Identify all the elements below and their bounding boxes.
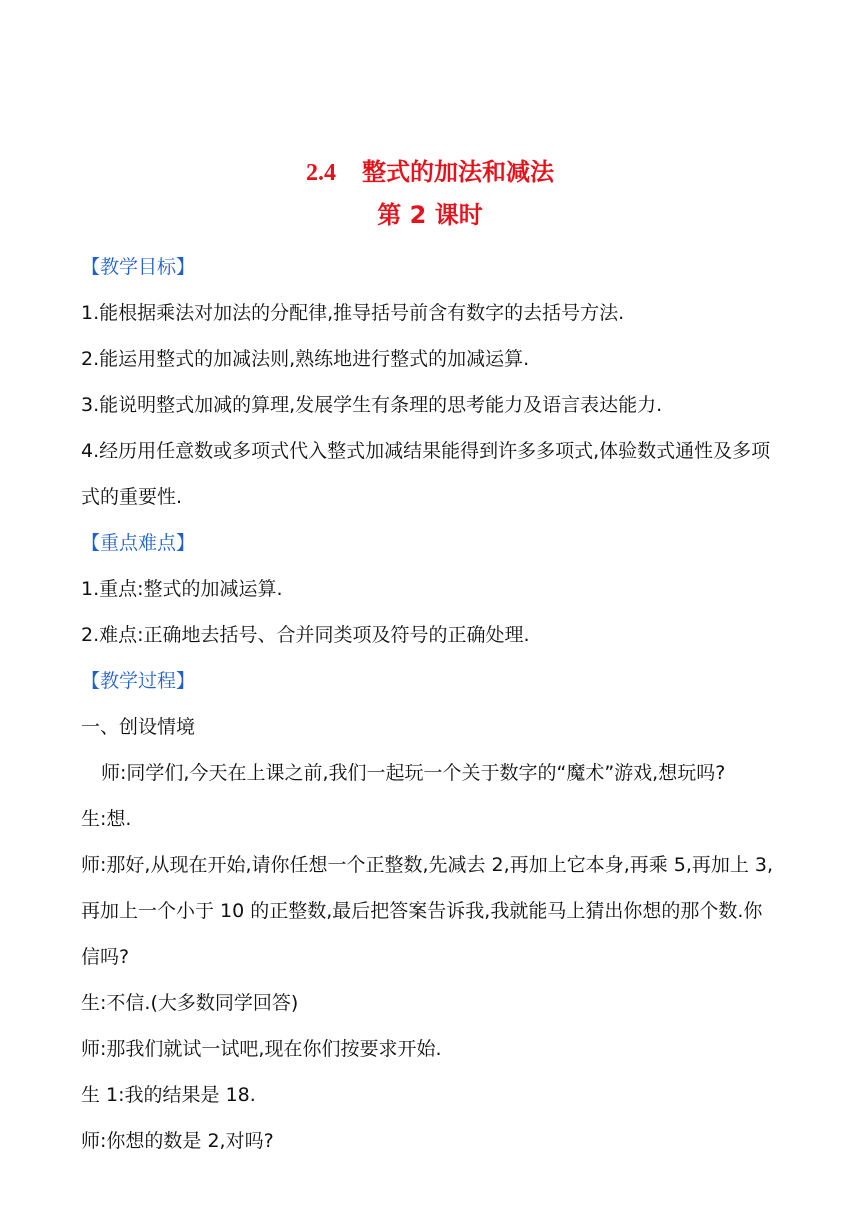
objective-item-4: 4.经历用任意数或多项式代入整式加减结果能得到许多多项式,体验数式通性及多项式的重要性.: [81, 440, 771, 508]
objective-item-1: 1.能根据乘法对加法的分配律,推导括号前含有数字的去括号方法.: [81, 302, 625, 324]
lesson-title: 第 2 课时: [377, 201, 483, 229]
dialogue-line-2: 生:想.: [81, 808, 132, 830]
section-number: 2.4: [306, 160, 336, 186]
key-point-item-1: 1.重点:整式的加减运算.: [81, 578, 283, 600]
dialogue-line-1: 师:同学们,今天在上课之前,我们一起玩一个关于数字的“魔术”游戏,想玩吗?: [101, 762, 726, 784]
process-subheading: 一、创设情境: [81, 716, 196, 738]
dialogue-line-3: 师:那好,从现在开始,请你任想一个正整数,先减去 2,再加上它本身,再乘 5,再加上 3,再加上一个小于 10 的正整数,最后把答案告诉我,我就能马上猜出你想的那个数.你信吗?: [81, 854, 774, 968]
section-heading-key-points: 【重点难点】: [81, 532, 196, 554]
dialogue-line-5: 师:那我们就试一试吧,现在你们按要求开始.: [81, 1038, 442, 1060]
objective-item-2: 2.能运用整式的加减法则,熟练地进行整式的加减运算.: [81, 348, 530, 370]
objective-item-3: 3.能说明整式加减的算理,发展学生有条理的思考能力及语言表达能力.: [81, 394, 663, 416]
section-title: 整式的加法和减法: [362, 158, 554, 186]
section-heading-objectives: 【教学目标】: [81, 256, 196, 278]
dialogue-line-6: 生 1:我的结果是 18.: [81, 1084, 256, 1106]
document-body: [81, 244, 781, 1164]
dialogue-line-7: 师:你想的数是 2,对吗?: [81, 1130, 274, 1152]
document-title: [0, 157, 860, 188]
section-heading-process: 【教学过程】: [81, 670, 196, 692]
key-point-item-2: 2.难点:正确地去括号、合并同类项及符号的正确处理.: [81, 624, 530, 646]
dialogue-line-4: 生:不信.(大多数同学回答): [81, 992, 299, 1014]
